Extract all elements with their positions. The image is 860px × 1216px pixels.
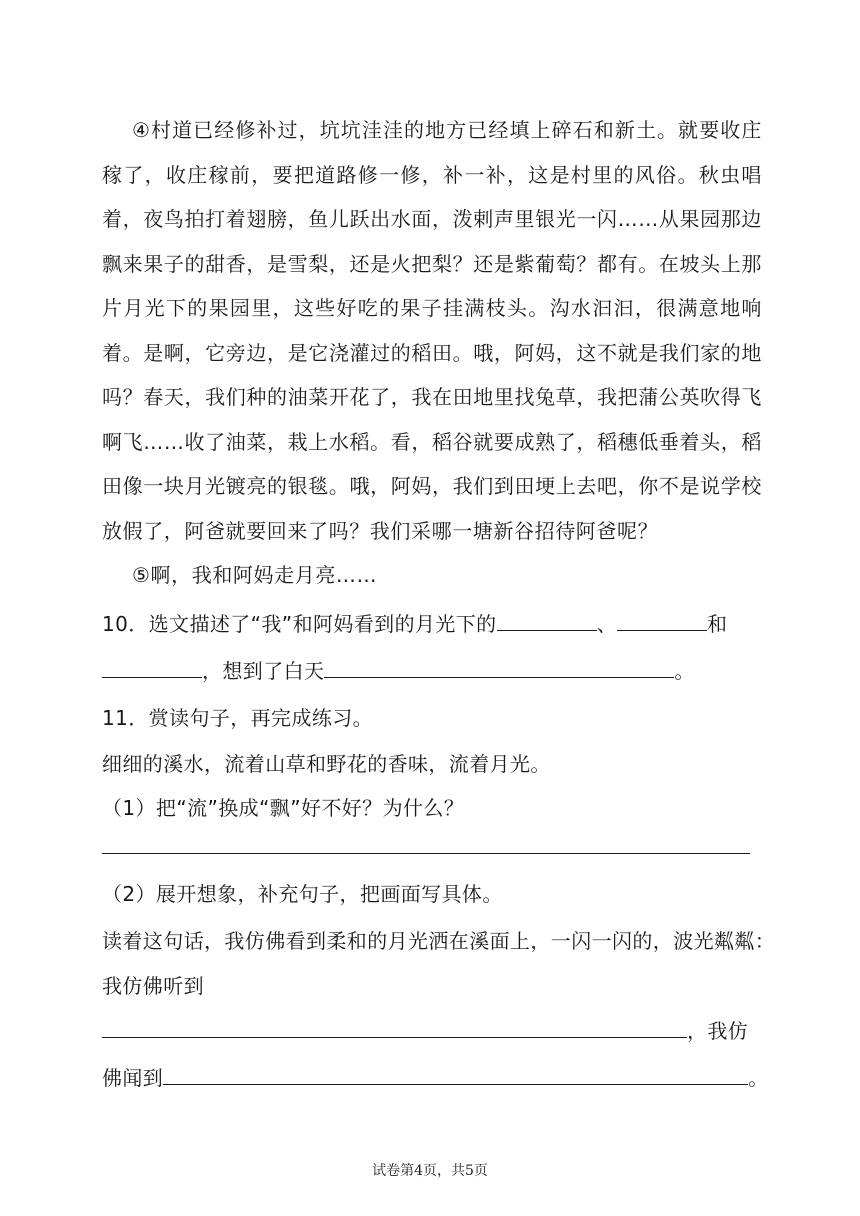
question-10-text: 10．选文描述了“我”和阿妈看到的月光下的 — [102, 612, 497, 636]
q10-end: 。 — [674, 659, 695, 683]
paragraph-5: ⑤啊，我和阿妈走月亮…… — [132, 563, 378, 587]
q11-blank-hear[interactable] — [102, 1017, 687, 1038]
question-11-prompt-2: 我仿佛听到 — [102, 974, 204, 998]
q10-blank-3[interactable] — [102, 657, 202, 678]
q10-and: 和 — [706, 612, 728, 636]
q10-blank-2[interactable] — [617, 610, 707, 631]
question-10-line-2 — [102, 655, 695, 684]
question-11-line-4 — [102, 1062, 769, 1091]
q10-blank-1[interactable] — [497, 610, 597, 631]
q11-blank-smell[interactable] — [163, 1064, 748, 1085]
question-11-sentence: 细细的溪水，流着山草和野花的香味，流着月光。 — [102, 752, 551, 776]
q10-text-2: ，想到了白天 — [202, 659, 325, 683]
q11-sub1-answer-line[interactable] — [102, 853, 750, 854]
question-11-sub1: （1）把“流”换成“飘”好不好？为什么？ — [102, 796, 465, 820]
reading-passage — [102, 108, 762, 598]
q11-mid-text: ，我仿 — [687, 1019, 749, 1043]
q10-separator: 、 — [596, 612, 617, 636]
question-11-prompt: 读着这句话，我仿佛看到柔和的月光洒在溪面上，一闪一闪的，波光粼粼： — [102, 929, 776, 953]
q10-blank-4[interactable] — [324, 657, 674, 678]
question-11-line-3 — [102, 1015, 748, 1044]
q11-line4-end: 。 — [748, 1066, 769, 1090]
page-footer: 试卷第4页，共5页 — [372, 1163, 488, 1179]
question-11-title: 11．赏读句子，再完成练习。 — [102, 706, 374, 730]
question-11-sub2: （2）展开想象，补充句子，把画面写具体。 — [102, 882, 503, 906]
paragraph-4: ④村道已经修补过，坑坑洼洼的地方已经填上碎石和新土。就要收庄稼了，收庄稼前，要把道路修一修，补一补，这是村里的风俗。秋虫唱着，夜鸟拍打着翅膀，鱼儿跃出水面，泼剌声里银光一闪……从果园那边飘来果子的甜香，是雪梨，还是火把梨？还是紫葡萄？都有。在坡头上那片月光下的果园里，这些好吃的果子挂满枝头。沟水汩汩，很满意地响着。是啊，它旁边，是它浇灌过的稻田。哦，阿妈，这不就是我们家的地吗？春天，我们种的油菜开花了，我在田地里找兔草，我把蒲公英吹得飞啊飞……收了油菜，栽上水稻。看，稻谷就要成熟了，稻穗低垂着头，稻田像一块月光镀亮的银毯。哦，阿妈，我们到田埂上去吧，你不是说学校放假了，阿爸就要回来了吗？我们采哪一塘新谷招待阿爸呢？ — [102, 118, 762, 543]
q11-line4-start: 佛闻到 — [102, 1066, 164, 1090]
question-10-line-1 — [102, 608, 727, 637]
